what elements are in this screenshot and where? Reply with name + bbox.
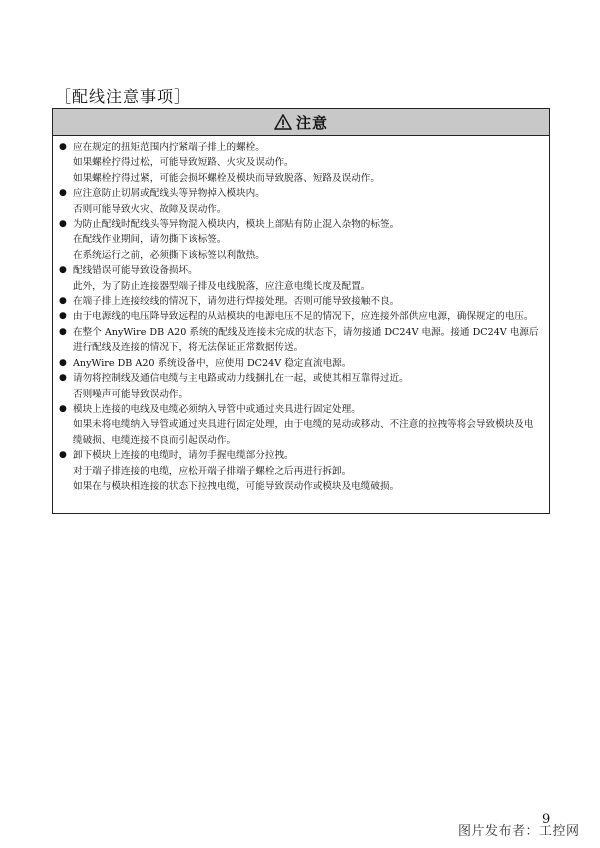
caution-item-line: 如果在与模块相连接的状态下拉拽电缆，可能导致误动作或模块及电缆破损。 bbox=[73, 480, 400, 492]
caution-item-line: AnyWire DB A20 系统设备中，应使用 DC24V 稳定直流电源。 bbox=[73, 357, 352, 369]
caution-item-line: 应在规定的扭矩范围内拧紧端子排上的螺栓。 bbox=[73, 142, 265, 153]
caution-item-line: 如果螺栓拧得过紧，可能会损坏螺栓及模块而导致脱落、短路及误动作。 bbox=[73, 172, 380, 184]
bullet-icon: ● bbox=[59, 450, 67, 461]
caution-item bbox=[59, 356, 543, 371]
caution-item-line: 如果未将电缆纳入导管或通过夹具进行固定处理，由于电缆的晃动或移动、不注意的拉拽等将会导致模块及电缆破损、电缆连接不良而引起误动作。 bbox=[73, 419, 534, 446]
caution-item bbox=[59, 402, 543, 448]
caution-item-line: 否则可能导致火灾、故障及误动作。 bbox=[73, 203, 227, 215]
caution-item-line: 应注意防止切屑或配线头等异物掉入模块内。 bbox=[73, 188, 265, 200]
caution-item bbox=[59, 186, 543, 217]
caution-item-line: 否则噪声可能导致误动作。 bbox=[73, 388, 189, 400]
caution-item-line: 此外，为了防止连接器型端子排及电线脱落，应注意电缆长度及配置。 bbox=[73, 280, 371, 292]
bullet-icon: ● bbox=[59, 265, 67, 276]
bullet-icon: ● bbox=[59, 296, 67, 307]
caution-item bbox=[59, 263, 543, 294]
bullet-icon: ● bbox=[59, 373, 67, 384]
caution-item-line: 在端子排上连接绞线的情况下，请勿进行焊接处理。否则可能导致接触不良。 bbox=[73, 296, 400, 308]
caution-item-line: 在整个 AnyWire DB A20 系统的配线及连接未完成的状态下，请勿接通 DC24V 电源。接通 DC24V 电源后进行配线及连接的情况下，将无法保证正常数据传送。 bbox=[73, 326, 539, 354]
bullet-icon: ● bbox=[59, 142, 67, 152]
bullet-icon: ● bbox=[59, 311, 67, 322]
caution-item bbox=[59, 140, 543, 186]
caution-item bbox=[59, 448, 543, 494]
caution-item bbox=[59, 217, 543, 263]
caution-item-line: 卸下模块上连接的电缆时，请勿手握电缆部分拉拽。 bbox=[73, 450, 294, 462]
bullet-icon: ● bbox=[59, 219, 67, 230]
caution-item bbox=[59, 371, 543, 402]
caution-item-line: 对于端子排连接的电缆，应松开端子排端子螺栓之后再进行拆卸。 bbox=[73, 465, 352, 477]
warning-triangle-icon bbox=[274, 114, 292, 130]
bullet-icon: ● bbox=[59, 357, 67, 368]
caution-header bbox=[53, 109, 549, 136]
bullet-icon: ● bbox=[59, 188, 67, 199]
caution-item-line: 配线错误可能导致设备损坏。 bbox=[73, 265, 198, 277]
caution-list bbox=[53, 136, 549, 494]
bullet-icon: ● bbox=[59, 403, 67, 414]
caution-item-line: 请勿将控制线及通信电缆与主电路或动力线捆扎在一起，或使其相互靠得过近。 bbox=[73, 373, 409, 385]
caution-item bbox=[59, 309, 543, 324]
bullet-icon: ● bbox=[59, 326, 67, 337]
caution-item-line: 如果螺栓拧得过松，可能导致短路、火灾及误动作。 bbox=[73, 157, 294, 169]
caution-item-line: 在配线作业期间，请勿撕下该标签。 bbox=[73, 234, 227, 246]
caution-item-line: 为防止配线时配线头等异物混入模块内，模块上部贴有防止混入杂物的标签。 bbox=[73, 219, 400, 231]
caution-item bbox=[59, 325, 543, 356]
page-number: 9 bbox=[542, 812, 551, 827]
watermark: 图片发布者：工控网 bbox=[458, 824, 580, 839]
caution-item-line: 模块上连接的电线及电缆必须纳入导管中或通过夹具进行固定处理。 bbox=[73, 403, 361, 415]
caution-item-line: 由于电源线的电压降导致远程的从站模块的电源电压不足的情况下，应连接外部供应电源，确保规定的电压。 bbox=[73, 311, 534, 323]
section-title: ［配线注意事项］ bbox=[55, 87, 192, 106]
caution-item-line: 在系统运行之前，必须撕下该标签以利散热。 bbox=[73, 249, 265, 261]
caution-box bbox=[52, 108, 550, 514]
caution-heading: 注意 bbox=[295, 113, 328, 132]
caution-item bbox=[59, 294, 543, 309]
